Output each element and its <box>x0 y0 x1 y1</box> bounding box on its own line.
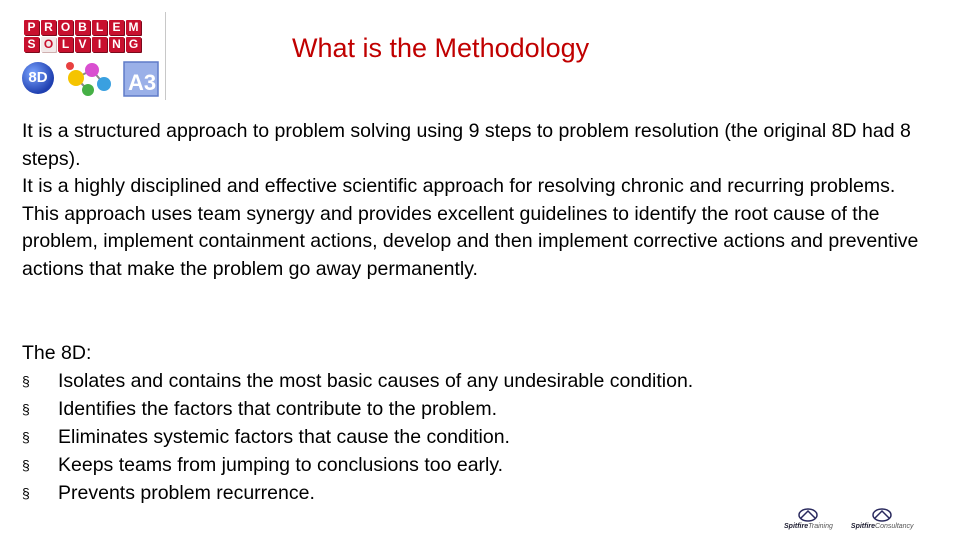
description-paragraphs <box>22 118 947 283</box>
tile: I <box>92 37 107 52</box>
a3-document-icon <box>118 60 162 100</box>
bullet-marker-icon: § <box>22 373 30 389</box>
list-item-text: Isolates and contains the most basic causes of any undesirable condition. <box>58 370 694 392</box>
bullet-marker-icon: § <box>22 485 30 501</box>
tile: L <box>92 20 107 35</box>
tile: S <box>24 37 39 52</box>
spitfire-emblem-icon <box>871 508 893 522</box>
tile: G <box>126 37 141 52</box>
paragraph: It is a structured approach to problem solving using 9 steps to problem resolution (the original 8D had 8 steps). <box>22 120 911 170</box>
tile: M <box>126 20 141 35</box>
spitfire-training-wordmark: SpitfireTraining <box>784 523 833 530</box>
tile: O <box>58 20 73 35</box>
tile: N <box>109 37 124 52</box>
molecule-icon <box>62 58 114 98</box>
8d-heading: The 8D: <box>22 342 92 364</box>
list-item <box>22 451 922 479</box>
footer-logos <box>784 508 914 530</box>
spitfire-emblem-icon <box>797 508 819 522</box>
tiles-row-problem <box>24 20 141 35</box>
list-item <box>22 395 922 423</box>
tile: E <box>109 20 124 35</box>
list-item-text: Prevents problem recurrence. <box>58 482 315 504</box>
a3-label: A3 <box>128 70 157 95</box>
paragraph: This approach uses team synergy and provides excellent guidelines to identify the root cause of the problem, implement containment actions, develop and then implement corrective actions and preventive actions that make the problem go away permanently. <box>22 202 919 280</box>
tile: O <box>41 37 56 52</box>
tiles-row-solving <box>24 37 141 52</box>
page-title: What is the Methodology <box>292 33 590 63</box>
problem-solving-tiles <box>24 20 141 54</box>
bullet-marker-icon: § <box>22 457 30 473</box>
list-item-text: Eliminates systemic factors that cause the condition. <box>58 426 510 448</box>
tile: L <box>58 37 73 52</box>
spitfire-training-logo <box>784 508 833 530</box>
tile: P <box>24 20 39 35</box>
spitfire-consultancy-logo <box>851 508 914 530</box>
list-item-text: Identifies the factors that contribute to the problem. <box>58 398 497 420</box>
list-item <box>22 479 922 507</box>
problem-solving-logo <box>10 12 166 100</box>
list-item <box>22 423 922 451</box>
8d-globe-icon: 8D <box>22 62 54 94</box>
list-item-text: Keeps teams from jumping to conclusions too early. <box>58 454 504 476</box>
list-item <box>22 367 922 395</box>
tile: V <box>75 37 90 52</box>
bullet-marker-icon: § <box>22 401 30 417</box>
8d-bullet-list <box>22 367 922 507</box>
tile: B <box>75 20 90 35</box>
bullet-marker-icon: § <box>22 429 30 445</box>
tile: R <box>41 20 56 35</box>
spitfire-consultancy-wordmark: SpitfireConsultancy <box>850 523 914 530</box>
paragraph: It is a highly disciplined and effective scientific approach for resolving chronic and recurring problems. <box>22 175 896 197</box>
8d-summary <box>22 339 922 507</box>
